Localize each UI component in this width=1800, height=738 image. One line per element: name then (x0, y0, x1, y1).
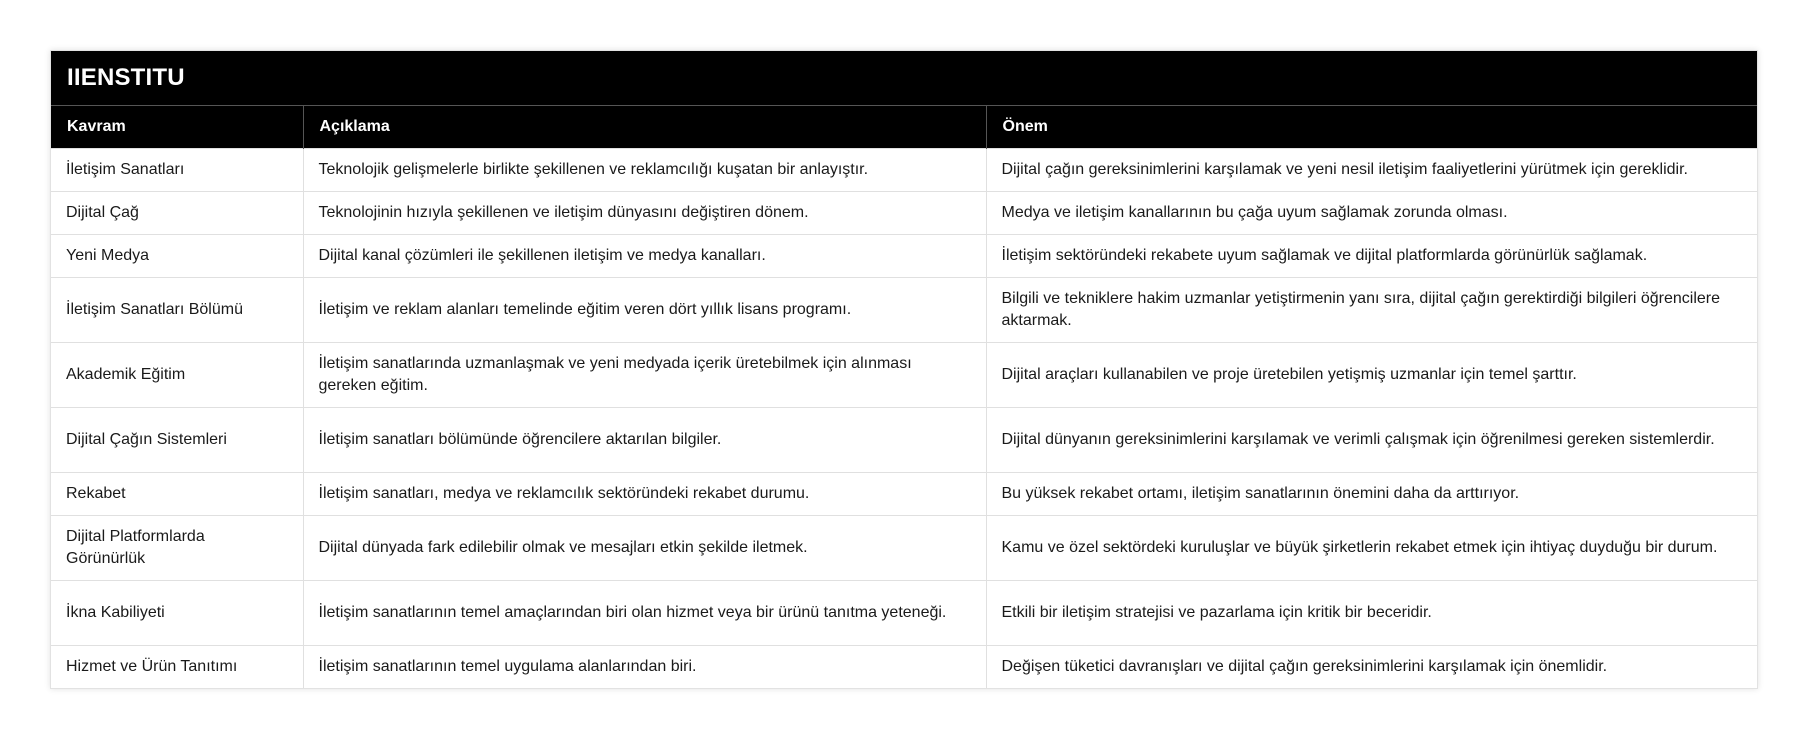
cell-aciklama: Dijital dünyada fark edilebilir olmak ve mesajları etkin şekilde iletmek. (303, 516, 986, 581)
concept-table-card (50, 50, 1758, 689)
cell-kavram: Dijital Platformlarda Görünürlük (51, 516, 303, 581)
cell-onem: Bu yüksek rekabet ortamı, iletişim sanatlarının önemini daha da arttırıyor. (986, 473, 1757, 516)
cell-kavram: Rekabet (51, 473, 303, 516)
cell-kavram: Dijital Çağın Sistemleri (51, 408, 303, 473)
cell-kavram: Akademik Eğitim (51, 343, 303, 408)
cell-onem: Medya ve iletişim kanallarının bu çağa uyum sağlamak zorunda olması. (986, 192, 1757, 235)
cell-aciklama: Teknolojinin hızıyla şekillenen ve iletişim dünyasını değiştiren dönem. (303, 192, 986, 235)
cell-aciklama: İletişim sanatlarında uzmanlaşmak ve yeni medyada içerik üretebilmek için alınması gereken eğitim. (303, 343, 986, 408)
cell-aciklama: İletişim sanatları bölümünde öğrencilere aktarılan bilgiler. (303, 408, 986, 473)
cell-kavram: İkna Kabiliyeti (51, 581, 303, 646)
concept-table (51, 105, 1757, 688)
cell-aciklama: İletişim sanatlarının temel amaçlarından biri olan hizmet veya bir ürünü tanıtma yeteneği. (303, 581, 986, 646)
cell-kavram: İletişim Sanatları Bölümü (51, 278, 303, 343)
table-row (51, 581, 1757, 646)
table-header-row (51, 106, 1757, 149)
table-title: IIENSTITU (51, 51, 1757, 105)
table-row (51, 149, 1757, 192)
cell-aciklama: İletişim sanatlarının temel uygulama alanlarından biri. (303, 646, 986, 689)
cell-aciklama: İletişim ve reklam alanları temelinde eğitim veren dört yıllık lisans programı. (303, 278, 986, 343)
cell-onem: Dijital çağın gereksinimlerini karşılamak ve yeni nesil iletişim faaliyetlerini yürütmek için gereklidir. (986, 149, 1757, 192)
table-row (51, 516, 1757, 581)
table-row (51, 473, 1757, 516)
cell-kavram: Hizmet ve Ürün Tanıtımı (51, 646, 303, 689)
column-header-onem: Önem (986, 106, 1757, 149)
cell-onem: Kamu ve özel sektördeki kuruluşlar ve büyük şirketlerin rekabet etmek için ihtiyaç duyduğu bir durum. (986, 516, 1757, 581)
cell-onem: Bilgili ve tekniklere hakim uzmanlar yetiştirmenin yanı sıra, dijital çağın gerektirdiği bilgileri öğrencilere aktarmak. (986, 278, 1757, 343)
cell-aciklama: Teknolojik gelişmelerle birlikte şekillenen ve reklamcılığı kuşatan bir anlayıştır. (303, 149, 986, 192)
cell-aciklama: İletişim sanatları, medya ve reklamcılık sektöründeki rekabet durumu. (303, 473, 986, 516)
cell-onem: İletişim sektöründeki rekabete uyum sağlamak ve dijital platformlarda görünürlük sağlamak. (986, 235, 1757, 278)
cell-onem: Değişen tüketici davranışları ve dijital çağın gereksinimlerini karşılamak için önemlidir. (986, 646, 1757, 689)
table-row (51, 646, 1757, 689)
cell-onem: Etkili bir iletişim stratejisi ve pazarlama için kritik bir beceridir. (986, 581, 1757, 646)
cell-kavram: Dijital Çağ (51, 192, 303, 235)
cell-aciklama: Dijital kanal çözümleri ile şekillenen iletişim ve medya kanalları. (303, 235, 986, 278)
cell-kavram: İletişim Sanatları (51, 149, 303, 192)
cell-kavram: Yeni Medya (51, 235, 303, 278)
table-row (51, 278, 1757, 343)
table-row (51, 235, 1757, 278)
column-header-aciklama: Açıklama (303, 106, 986, 149)
column-header-kavram: Kavram (51, 106, 303, 149)
table-row (51, 408, 1757, 473)
table-row (51, 192, 1757, 235)
cell-onem: Dijital dünyanın gereksinimlerini karşılamak ve verimli çalışmak için öğrenilmesi gereken sistemlerdir. (986, 408, 1757, 473)
cell-onem: Dijital araçları kullanabilen ve proje üretebilen yetişmiş uzmanlar için temel şarttır. (986, 343, 1757, 408)
table-row (51, 343, 1757, 408)
